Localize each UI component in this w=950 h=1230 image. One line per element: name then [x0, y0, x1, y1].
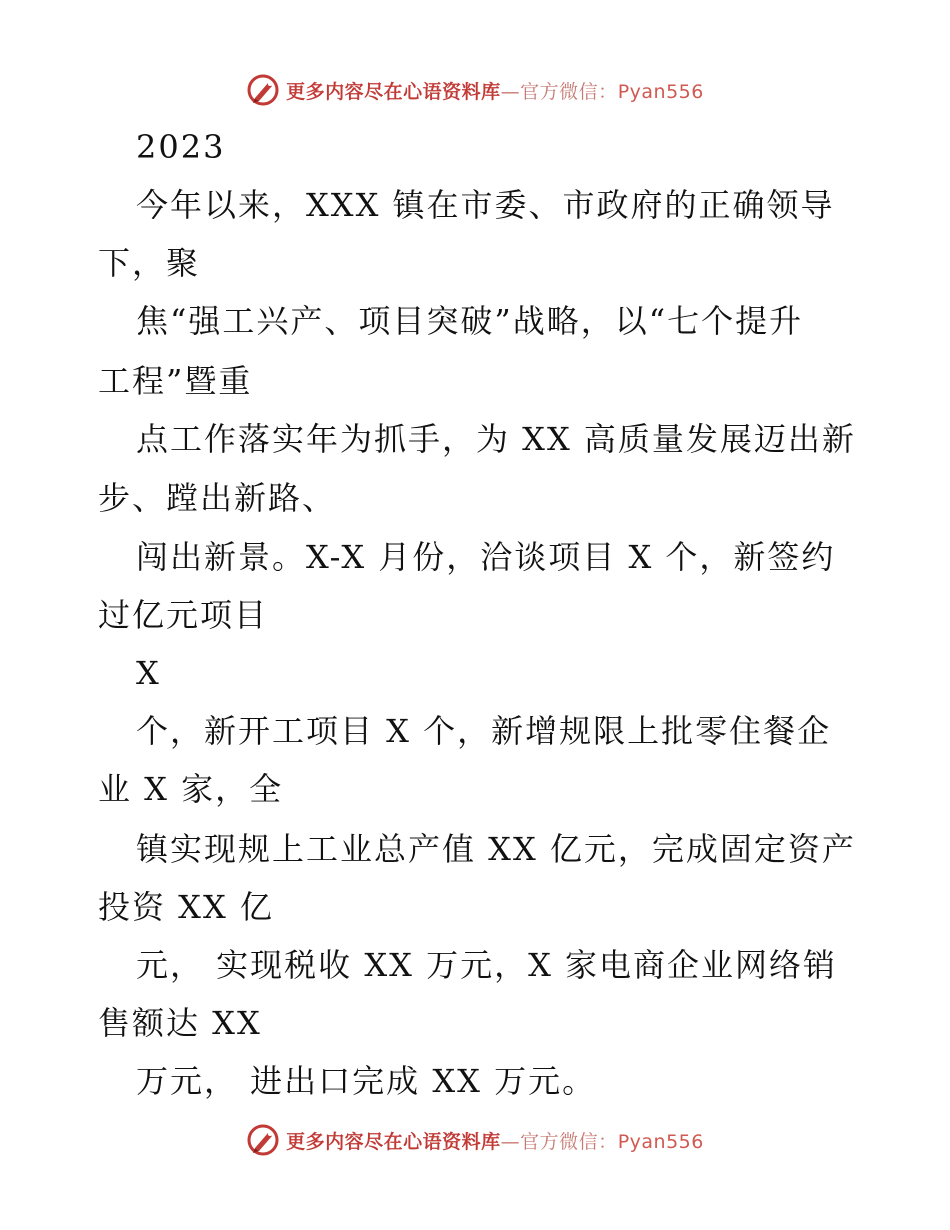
- header-banner-text: [286, 77, 704, 104]
- text-line: 售额达 XX: [98, 1004, 262, 1042]
- header-banner-main: 更多内容尽在心语资料库: [286, 80, 501, 103]
- footer-banner-dash: —: [500, 1130, 521, 1153]
- footer-banner-content: [246, 1123, 704, 1157]
- header-banner-sub: 官方微信：: [520, 80, 618, 103]
- text-line: 过亿元项目: [98, 596, 269, 634]
- pen-logo-icon: [246, 73, 280, 107]
- text-line: 镇实现规上工业总产值 XX 亿元，完成固定资产: [136, 830, 856, 868]
- text-line: 闯出新景。X-X 月份，洽谈项目 X 个，新签约: [136, 538, 836, 576]
- text-line: 元， 实现税收 XX 万元，X 家电商企业网络销: [136, 946, 838, 984]
- header-banner-content: [246, 73, 704, 107]
- text-line: 工程”暨重: [98, 362, 253, 400]
- text-line: 步、蹚出新路、: [98, 479, 337, 517]
- pen-logo-icon: [246, 1123, 280, 1157]
- text-line: 焦“强工兴产、项目突破”战略，以“七个提升: [136, 302, 804, 340]
- footer-banner-id: Pyan556: [617, 1130, 704, 1153]
- text-line: 点工作落实年为抓手，为 XX 高质量发展迈出新: [136, 420, 856, 458]
- header-banner-id: Pyan556: [617, 80, 704, 103]
- footer-banner: [0, 1118, 950, 1162]
- text-line: 2023: [136, 128, 226, 166]
- text-line: 今年以来，XXX 镇在市委、市政府的正确领导: [136, 186, 835, 224]
- text-line: X: [136, 654, 161, 692]
- text-line: 万元， 进出口完成 XX 万元。: [136, 1062, 597, 1100]
- text-line: 业 X 家，全: [98, 770, 284, 808]
- text-line: 下，聚: [98, 244, 201, 282]
- header-banner: [0, 68, 950, 112]
- footer-banner-main: 更多内容尽在心语资料库: [286, 1130, 501, 1153]
- text-line: 投资 XX 亿: [98, 888, 274, 926]
- footer-banner-sub: 官方微信：: [520, 1130, 618, 1153]
- footer-banner-text: [286, 1127, 704, 1154]
- text-line: 个，新开工项目 X 个，新增规限上批零住餐企: [136, 712, 832, 750]
- header-banner-dash: —: [500, 80, 521, 103]
